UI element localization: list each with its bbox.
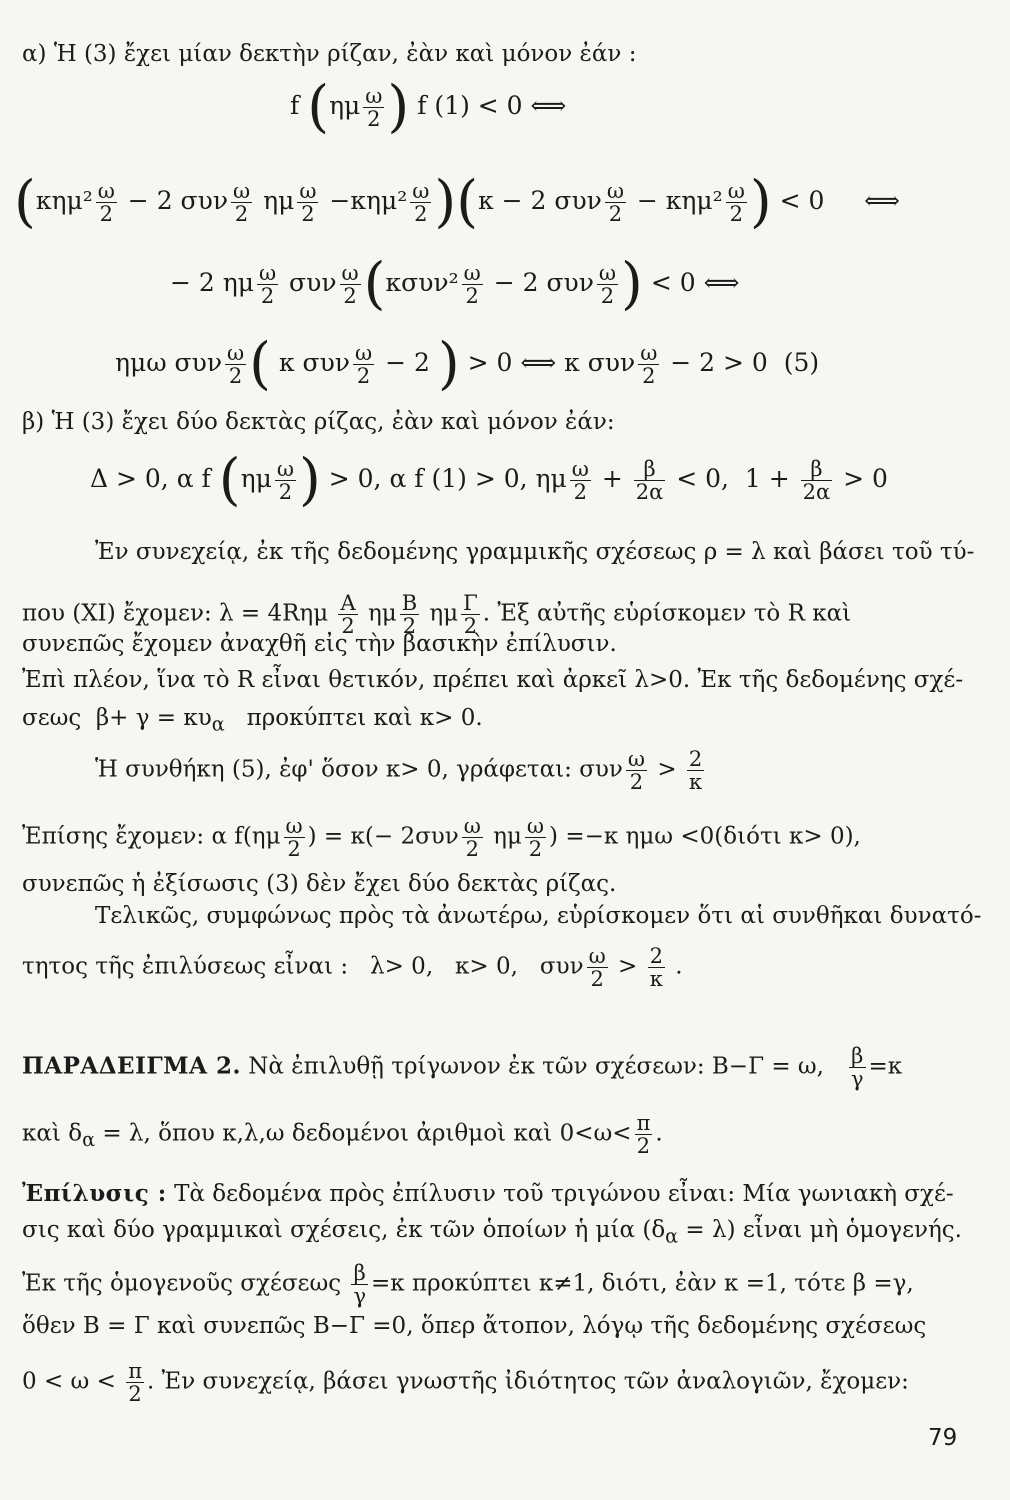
solution-line-1 [22,1180,954,1208]
part-a-equation-4: ημω συν $\frac{\omega}{2}$ ( κ συν $\frac{\omega}{2}$ − 2 ) > 0 ⟺ κ συν $\frac{\omega}{2}$ − 2 > 0 (5) [115,331,820,397]
solution-line-4: ὅθεν Β = Γ καὶ συνεπῶς Β−Γ =0, ὅπερ ἄτοπον, λόγῳ τῆς δεδομένης σχέσεως [22,1313,927,1339]
part-b-paragraph-1-line-1: Ἐν συνεχείᾳ, ἐκ τῆς δεδομένης γραμμικῆς σχέσεως ρ = λ καὶ βάσει τοῦ τύ- [95,539,975,565]
part-b-paragraph-1-line-2: που (XI) ἔχομεν: λ = 4Rημ $\frac{A}{2}$ ημ $\frac{B}{2}$ ημ $\frac{\Gamma}{2}$ . Ἐξ αὐτῆς εὑρίσκομεν τὸ R καὶ [22,591,852,638]
part-b-paragraph-2-line-1: Ἐπὶ πλέον, ἵνα τὸ R εἶναι θετικόν, πρέπει καὶ ἀρκεῖ λ>0. Ἐκ τῆς δεδομένης σχέ- [22,667,964,693]
formula-lambda-prefix: που (XI) ἔχομεν: λ = 4Rημ [22,600,329,627]
part-b-intro: β) Ἡ (3) ἔχει δύο δεκτὰς ρίζας, ἐὰν καὶ μόνον ἐάν: [22,409,615,435]
solution-line-3-prefix: Ἐκ τῆς ὁμογενοῦς σχέσεως [22,1270,342,1297]
example-line-1: ΠΑΡΑΔΕΙΓΜΑ 2. Νὰ ἐπιλυθῇ τρίγωνον ἐκ τῶν σχέσεων: Β−Γ = ω, $\frac{\beta}{\gamma}$ =κ [22,1044,903,1091]
solution-line-3-suffix: =κ προκύπτει κ≠1, διότι, ἐὰν κ =1, τότε β =γ, [371,1270,914,1297]
part-a-intro: α) Ἡ (3) ἔχει μίαν δεκτὴν ρίζαν, ἐὰν καὶ μόνον ἐάν : [22,41,637,67]
part-b-paragraph-4-line-1: Ἐπίσης ἔχομεν: α f(ημ $\frac{\omega}{2}$ ) = κ(− 2συν $\frac{\omega}{2}$ ημ $\frac{\omega}{2}$ ) =−κ ημω <0(διότι κ> 0), [22,814,861,861]
example-line-2: καὶ $\delta_\alpha = \lambda$, ὅπου κ,λ,ω δεδομένοι ἀριθμοὶ καὶ 0<ω< $\frac{\pi}{2}$ . [22,1111,663,1158]
solution-line-2: σις καὶ δύο γραμμικαὶ σχέσεις, ἐκ τῶν ὁποίων ἡ μία $(\delta_\alpha = \lambda)$ εἶναι μὴ ὁμογενής. [22,1217,962,1248]
part-b-paragraph-1-line-3: συνεπῶς ἔχομεν ἀναχθῆ εἰς τὴν βασικὴν ἐπίλυσιν. [22,631,617,657]
page-number: 79 [928,1425,958,1451]
solution-line-5-suffix: . Ἐν συνεχείᾳ, βάσει γνωστῆς ἰδιότητος τῶν ἀναλογιῶν, ἔχομεν: [147,1368,909,1395]
solution-line-1-text: Τὰ δεδομένα πρὸς ἐπίλυσιν τοῦ τριγώνου εἶναι: Μία γωνιακὴ σχέ- [174,1181,954,1207]
part-b-paragraph-2-line-2: σεως $\beta+ \gamma = \kappa\upsilon_\alpha$ προκύπτει καὶ κ> 0. [22,705,483,736]
part-b-condition-5: Ἡ συνθήκη (5), ἐφ' ὅσον κ> 0, γράφεται: συν $\frac{\omega}{2}$ > $\frac{2}{\kappa}$ [95,747,703,794]
part-a-equation-3: − 2 ημ $\frac{\omega}{2}$ συν $\frac{\omega}{2}$ (κσυν² $\frac{\omega}{2}$ − 2 συν $\frac{\omega}{2}$ ) < 0 ⟺ [170,251,740,317]
solution-label: Ἐπίλυσις : [22,1180,167,1207]
example-heading: ΠΑΡΑΔΕΙΓΜΑ 2. [22,1052,241,1080]
part-b-equation-1: Δ > 0, α f (ημ $\frac{\omega}{2}$ ) > 0, α f (1) > 0, ημ $\frac{\omega}{2}$ + $\frac{\beta}{2\alpha}$ < 0, 1 + $\frac{\beta}{2\alpha}$ > 0 [90,447,888,513]
formula-lambda-suffix: . Ἐξ αὐτῆς εὑρίσκομεν τὸ R καὶ [482,600,852,627]
part-b-paragraph-4-line-2: συνεπῶς ἡ ἐξίσωσις (3) δὲν ἔχει δύο δεκτὰς ρίζας. [22,871,617,897]
part-b-paragraph-5-line-1: Τελικῶς, συμφώνως πρὸς τὰ ἀνωτέρω, εὑρίσκομεν ὅτι αἱ συνθῆκαι δυνατό- [95,903,982,929]
solution-line-3: Ἐκ τῆς ὁμογενοῦς σχέσεως $\frac{\beta}{\gamma}$ =κ προκύπτει κ≠1, διότι, ἐὰν κ =1, τότε β =γ, [22,1261,914,1308]
part-a-equation-1: f (ημ $\frac{\omega}{2}$ ) f (1) < 0 ⟺ [290,74,567,140]
part-b-paragraph-5-line-2: τητος τῆς ἐπιλύσεως εἶναι : λ> 0, κ> 0, συν $\frac{\omega}{2}$ > $\frac{2}{\kappa}$ . [22,944,683,991]
solution-line-5: 0 < ω < $\frac{\pi}{2}$ . Ἐν συνεχείᾳ, βάσει γνωστῆς ἰδιότητος τῶν ἀναλογιῶν, ἔχομεν: [22,1359,909,1406]
part-a-equation-2: (κημ² $\frac{\omega}{2}$ − 2 συν $\frac{\omega}{2}$ ημ $\frac{\omega}{2}$ −κημ² $\frac{\omega}{2}$ )(κ − 2 συν $\frac{\omega}{2}$ − κημ² $\frac{\omega}{2}$ ) < 0 ⟺ [14,169,900,235]
solution-line-5-prefix: 0 < ω < [22,1368,116,1395]
